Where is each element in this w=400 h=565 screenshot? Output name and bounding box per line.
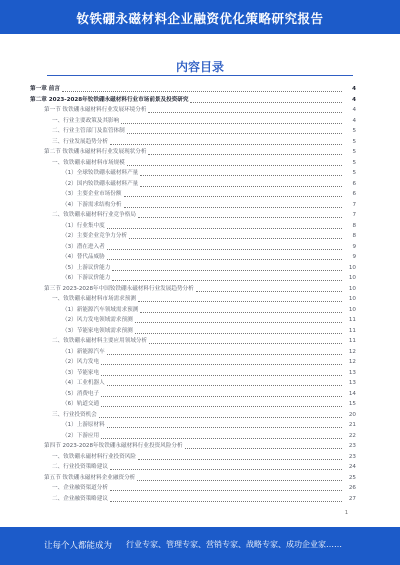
toc-entry-text: （4）下游需求结构分析: [62, 201, 122, 208]
toc-entry-text: 一、钕铁硼永磁材料行业投资风险: [52, 453, 136, 460]
toc-leader-dots: [138, 212, 342, 218]
toc-entry-text: 第一章 前言: [30, 86, 60, 92]
toc-leader-dots: [112, 275, 342, 281]
toc-entry[interactable]: [30, 221, 356, 232]
toc-entry[interactable]: [30, 263, 356, 274]
toc-leader-dots: [137, 475, 342, 481]
toc-entry-page: 24: [348, 464, 356, 470]
toc-entry-page: 10: [348, 264, 356, 271]
toc-entry-page: 7: [352, 201, 356, 208]
toc-leader-dots: [140, 181, 342, 187]
toc-leader-dots: [101, 401, 342, 407]
toc-entry-text: （2）主要企业竞争力分析: [62, 233, 128, 239]
page-number: 1: [344, 510, 348, 516]
toc-entry-page: 8: [352, 233, 356, 239]
toc-entry[interactable]: [30, 294, 356, 305]
toc-entry-page: 9: [352, 243, 356, 250]
toc-leader-dots: [135, 328, 342, 334]
toc-entry-text: （3）节能家电领域需求预测: [62, 327, 133, 334]
toc-entry-page: 7: [352, 212, 356, 218]
toc-entry-page: 21: [348, 422, 356, 428]
toc-entry-page: 14: [348, 390, 356, 397]
toc-entry-page: 4: [352, 96, 356, 103]
toc-leader-dots: [124, 202, 343, 208]
toc-entry-text: （3）潜在进入者: [62, 243, 105, 250]
toc-entry[interactable]: [30, 158, 356, 169]
toc-leader-dots: [140, 307, 342, 313]
toc-leader-dots: [107, 244, 342, 250]
toc-entry-page: 20: [348, 411, 356, 418]
toc-entry-text: 第四节 2023-2028年钕铁硼永磁材料行业投资风险分析: [44, 443, 183, 449]
toc-leader-dots: [110, 496, 342, 502]
toc-entry-text: 一、钕铁硼永磁材料市场需求预测: [52, 296, 136, 302]
toc-entry[interactable]: [30, 399, 356, 410]
toc-entry-page: 4: [352, 86, 356, 92]
toc-entry-text: （4）替代品威胁: [62, 254, 105, 260]
toc-leader-dots: [148, 149, 342, 155]
toc-leader-dots: [112, 265, 342, 271]
toc-entry-text: 一、企业融资渠道分析: [52, 485, 108, 491]
toc-entry-page: 6: [352, 191, 356, 197]
toc-leader-dots: [135, 317, 342, 323]
toc-entry-text: （1）新能源汽车: [62, 348, 105, 355]
header-bar: [0, 0, 400, 34]
toc-entry-page: 11: [348, 317, 356, 323]
toc-entry-text: 二、行业投资策略建议: [52, 464, 108, 470]
toc-entry-text: 第三节 2023-2028年中国钕铁硼永磁材料行业发展趋势分析: [44, 285, 194, 292]
toc-leader-dots: [107, 422, 342, 428]
toc-leader-dots: [129, 233, 342, 239]
toc-entry-page: 27: [348, 495, 356, 502]
toc-entry-page: 10: [348, 275, 356, 281]
toc-entry[interactable]: [30, 357, 356, 368]
toc-entry-page: 11: [348, 338, 356, 344]
toc-entry-text: 二、钕铁硼永磁材料行业竞争格局: [52, 212, 136, 218]
toc-entry-page: 8: [352, 222, 356, 229]
toc-entry-page: 23: [348, 443, 356, 449]
toc-entry[interactable]: [30, 126, 356, 137]
toc-entry-text: 一、行业主要政策及其影响: [52, 117, 120, 124]
toc-leader-dots: [101, 391, 342, 397]
toc-leader-dots: [107, 254, 342, 260]
toc-entry[interactable]: [30, 252, 356, 263]
toc-leader-dots: [185, 443, 342, 449]
toc-entry[interactable]: [30, 336, 356, 347]
toc-entry[interactable]: [30, 378, 356, 389]
toc-entry-text: （6）下游议价能力: [62, 275, 111, 281]
toc-entry-text: （1）上游原材料: [62, 422, 105, 428]
report-title: 钕铁硼永磁材料企业融资优化策略研究报告: [76, 11, 324, 26]
toc-leader-dots: [101, 370, 342, 376]
toc-entry-page: 5: [352, 149, 356, 155]
toc-entry-text: （5）上游议价能力: [62, 264, 111, 271]
toc-leader-dots: [148, 107, 342, 113]
toc-entry-page: 11: [348, 327, 356, 334]
toc-entry-text: （2）下游应用: [62, 432, 100, 439]
toc-entry-text: 二、企业融资策略建议: [52, 495, 108, 502]
toc-entry-text: （3）主要企业市场份额: [62, 191, 122, 197]
toc-entry-text: （1）行业集中度: [62, 222, 105, 229]
toc-entry[interactable]: [30, 242, 356, 253]
toc-entry-text: 一、钕铁硼永磁材料市场规模: [52, 159, 125, 166]
toc-entry-page: 10: [348, 306, 356, 313]
toc-entry-page: 5: [352, 138, 356, 145]
toc-entry-page: 5: [352, 170, 356, 176]
toc-entry-text: （2）风力发电: [62, 359, 100, 365]
table-of-contents: [30, 84, 356, 504]
toc-entry-page: 10: [348, 285, 356, 292]
toc-leader-dots: [127, 128, 342, 134]
toc-leader-dots: [140, 170, 342, 176]
toc-entry-page: 9: [352, 254, 356, 260]
toc-leader-dots: [127, 160, 342, 166]
toc-leader-dots: [107, 380, 342, 386]
toc-entry-page: 4: [352, 117, 356, 124]
toc-entry[interactable]: [30, 431, 356, 442]
toc-entry[interactable]: [30, 483, 356, 494]
toc-title: 内容目录: [175, 60, 224, 74]
toc-entry[interactable]: [30, 462, 356, 473]
toc-entry[interactable]: [30, 347, 356, 358]
toc-entry[interactable]: [30, 137, 356, 148]
toc-entry[interactable]: [30, 231, 356, 242]
toc-entry[interactable]: [30, 95, 356, 106]
toc-leader-dots: [110, 464, 342, 470]
toc-entry-text: 三、行业发展趋势分析: [52, 138, 108, 145]
toc-leader-dots: [107, 349, 342, 355]
toc-entry[interactable]: [30, 105, 356, 116]
toc-leader-dots: [190, 97, 342, 103]
toc-leader-dots: [138, 296, 342, 302]
toc-leader-dots: [99, 412, 342, 418]
toc-entry[interactable]: [30, 410, 356, 421]
toc-leader-dots: [107, 223, 342, 229]
toc-entry[interactable]: [30, 389, 356, 400]
toc-entry-page: 15: [348, 401, 356, 407]
toc-entry[interactable]: [30, 116, 356, 127]
toc-leader-dots: [149, 338, 342, 344]
toc-entry[interactable]: [30, 473, 356, 484]
toc-entry[interactable]: [30, 147, 356, 158]
footer-bar: [0, 527, 400, 565]
footer-slogan: 让每个人都能成为: [44, 541, 113, 551]
toc-leader-dots: [124, 191, 343, 197]
toc-entry-page: 4: [352, 107, 356, 113]
toc-entry-page: 10: [348, 296, 356, 302]
toc-entry[interactable]: [30, 452, 356, 463]
toc-leader-dots: [121, 118, 342, 124]
toc-entry[interactable]: [30, 84, 356, 95]
toc-entry-page: 23: [348, 453, 356, 460]
toc-entry[interactable]: [30, 315, 356, 326]
toc-leader-dots: [110, 485, 342, 491]
toc-entry[interactable]: [30, 179, 356, 190]
toc-entry-page: 5: [352, 128, 356, 134]
toc-entry-page: 13: [348, 369, 356, 376]
toc-entry-text: 第一节 钕铁硼永磁材料行业发展环境分析: [44, 107, 147, 113]
footer-tagline: 行业专家、管理专家、营销专家、战略专家、成功企业家……: [126, 540, 342, 549]
toc-entry-text: （2）风力发电领域需求预测: [62, 317, 133, 323]
toc-leader-dots: [101, 433, 342, 439]
toc-entry-page: 12: [348, 359, 356, 365]
toc-leader-dots: [101, 359, 342, 365]
toc-entry[interactable]: [30, 441, 356, 452]
toc-entry-page: 12: [348, 348, 356, 355]
toc-entry[interactable]: [30, 326, 356, 337]
toc-entry[interactable]: [30, 189, 356, 200]
toc-entry-text: 第五节 钕铁硼永磁材料企业融资分析: [44, 474, 136, 481]
toc-entry-text: 第二节 钕铁硼永磁材料行业发展现状分析: [44, 149, 147, 155]
toc-leader-dots: [138, 454, 342, 460]
toc-entry-page: 13: [348, 380, 356, 386]
toc-entry[interactable]: [30, 368, 356, 379]
toc-entry[interactable]: [30, 273, 356, 284]
toc-entry-page: 25: [348, 474, 356, 481]
toc-entry-text: （3）节能家电: [62, 369, 100, 376]
toc-entry-page: 26: [348, 485, 356, 491]
toc-leader-dots: [62, 86, 342, 92]
toc-entry-text: 二、行业主管部门及监管体制: [52, 128, 125, 134]
toc-entry-text: （5）消费电子: [62, 390, 100, 397]
toc-entry[interactable]: [30, 305, 356, 316]
toc-entry-text: 三、行业投资机会: [52, 411, 97, 418]
toc-entry-page: 22: [348, 432, 356, 439]
toc-entry-text: （2）国内钕铁硼永磁材料产量: [62, 180, 139, 187]
toc-entry[interactable]: [30, 284, 356, 295]
toc-entry[interactable]: [30, 200, 356, 211]
toc-leader-dots: [196, 286, 342, 292]
toc-entry-text: （1）全球钕铁硼永磁材料产量: [62, 170, 139, 176]
title-divider: [47, 75, 353, 76]
toc-entry-page: 6: [352, 180, 356, 187]
toc-entry-text: 二、钕铁硼永磁材料主要应用领域分析: [52, 338, 148, 344]
toc-entry[interactable]: [30, 210, 356, 221]
toc-entry[interactable]: [30, 168, 356, 179]
toc-leader-dots: [110, 139, 342, 145]
toc-entry-text: （6）轨道交通: [62, 401, 100, 407]
toc-entry-text: （1）新能源汽车领域需求预测: [62, 306, 139, 313]
toc-entry-page: 5: [352, 159, 356, 166]
toc-entry[interactable]: [30, 494, 356, 505]
toc-entry[interactable]: [30, 420, 356, 431]
toc-entry-text: 第二章 2023-2028年钕铁硼永磁材料行业市场前景及投资研究: [30, 96, 189, 103]
toc-entry-text: （4）工业机器人: [62, 380, 105, 386]
